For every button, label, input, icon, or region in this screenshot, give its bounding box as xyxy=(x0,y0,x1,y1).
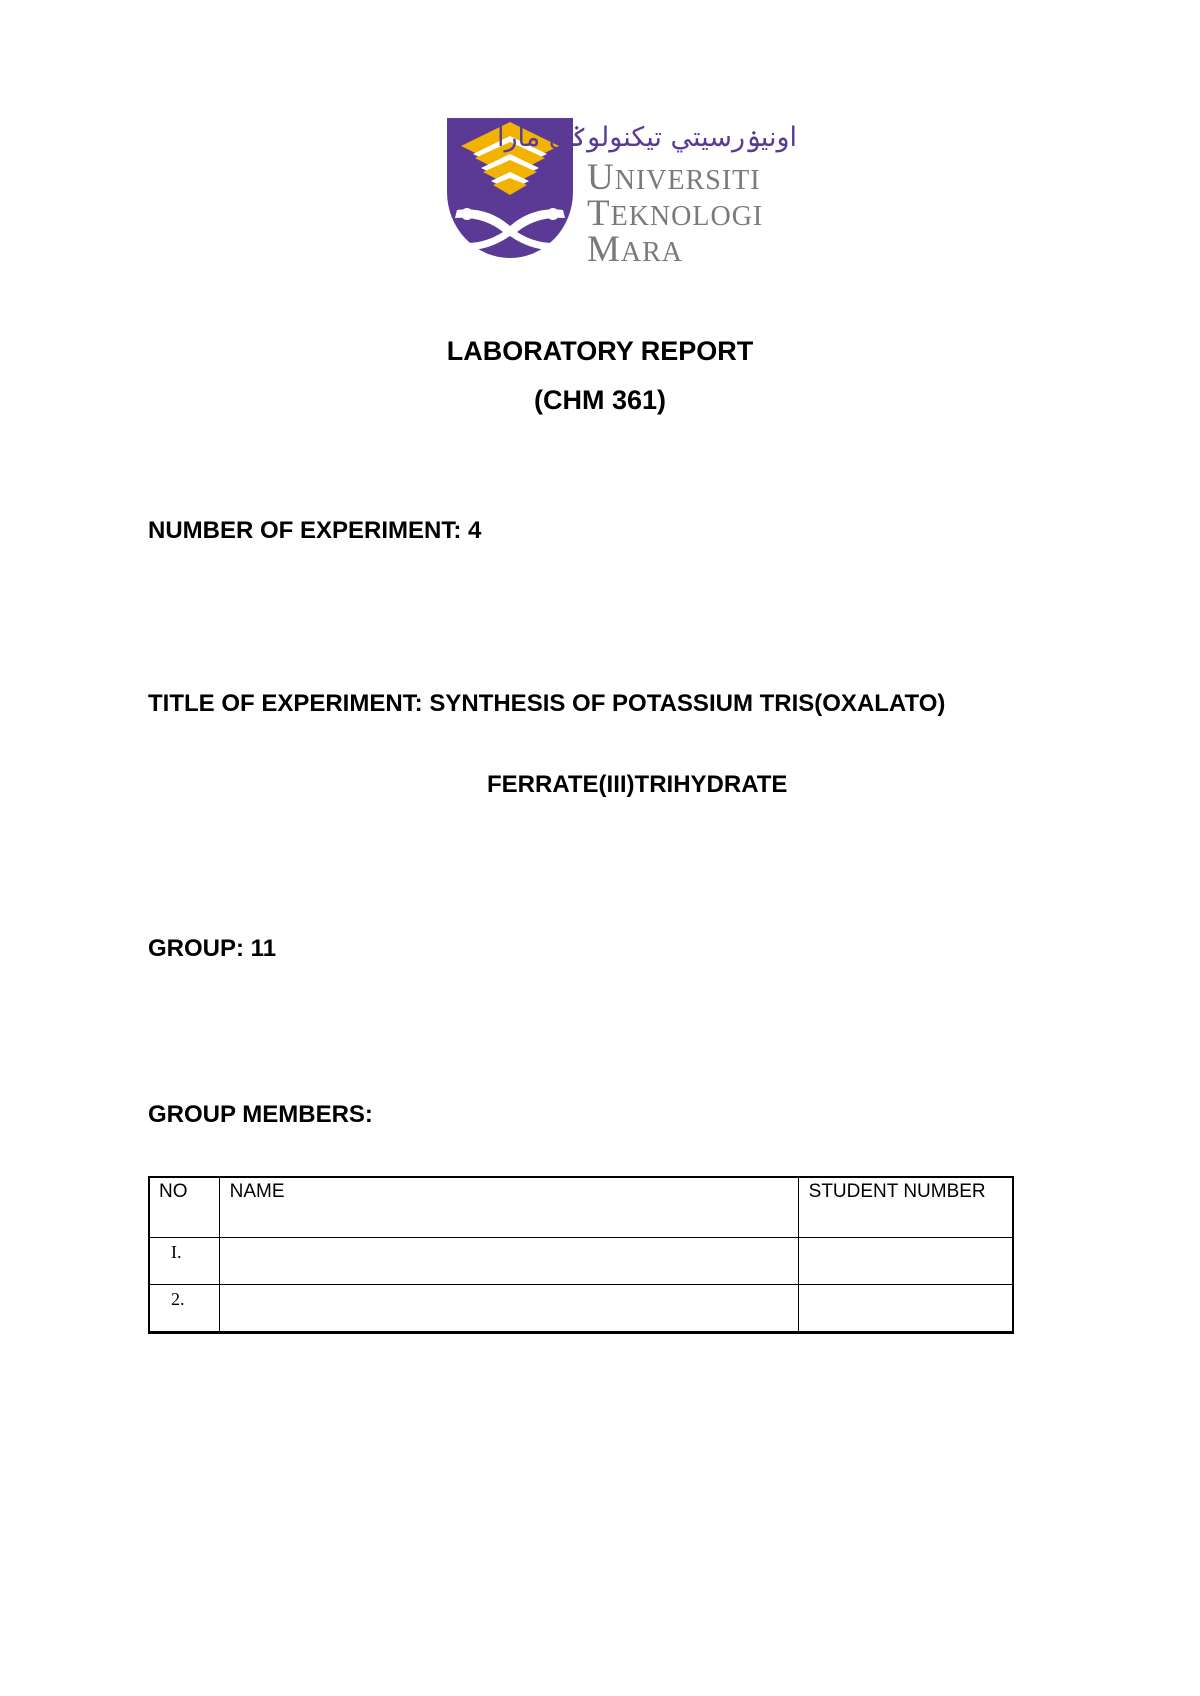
logo-line-mara: MARA xyxy=(587,229,684,270)
group-number: GROUP: 11 xyxy=(148,935,277,962)
header-student-number: STUDENT NUMBER xyxy=(798,1177,1013,1238)
logo-line-universiti: UNIVERSITI xyxy=(587,157,761,198)
student-number-cell xyxy=(798,1285,1013,1332)
table-header-row xyxy=(149,1177,1014,1238)
header-no: NO xyxy=(149,1177,220,1238)
university-name xyxy=(496,118,800,270)
university-logo xyxy=(447,118,797,270)
group-members-heading: GROUP MEMBERS: xyxy=(148,1101,373,1128)
row-number: 2. xyxy=(149,1285,220,1332)
header-name: NAME xyxy=(219,1177,798,1238)
experiment-title: TITLE OF EXPERIMENT: SYNTHESIS OF POTASSIUM TRIS(OXALATO) xyxy=(148,690,946,717)
group-members-table xyxy=(148,1176,1014,1332)
row-number: I. xyxy=(149,1238,220,1285)
jawi-name: اونيۏرسيتي تيكنولوݢي مارا xyxy=(496,122,797,153)
report-title: LABORATORY REPORT xyxy=(446,336,754,366)
course-code: (CHM 361) xyxy=(533,385,667,415)
table-row xyxy=(149,1285,1014,1332)
table-row xyxy=(149,1238,1014,1285)
logo-line-teknologi: TEKNOLOGI xyxy=(587,193,764,234)
student-number-cell xyxy=(798,1238,1013,1285)
member-name-cell xyxy=(219,1238,798,1285)
experiment-title-continued: FERRATE(III)TRIHYDRATE xyxy=(487,771,788,798)
experiment-number: NUMBER OF EXPERIMENT: 4 xyxy=(148,517,482,544)
member-name-cell xyxy=(219,1285,798,1332)
